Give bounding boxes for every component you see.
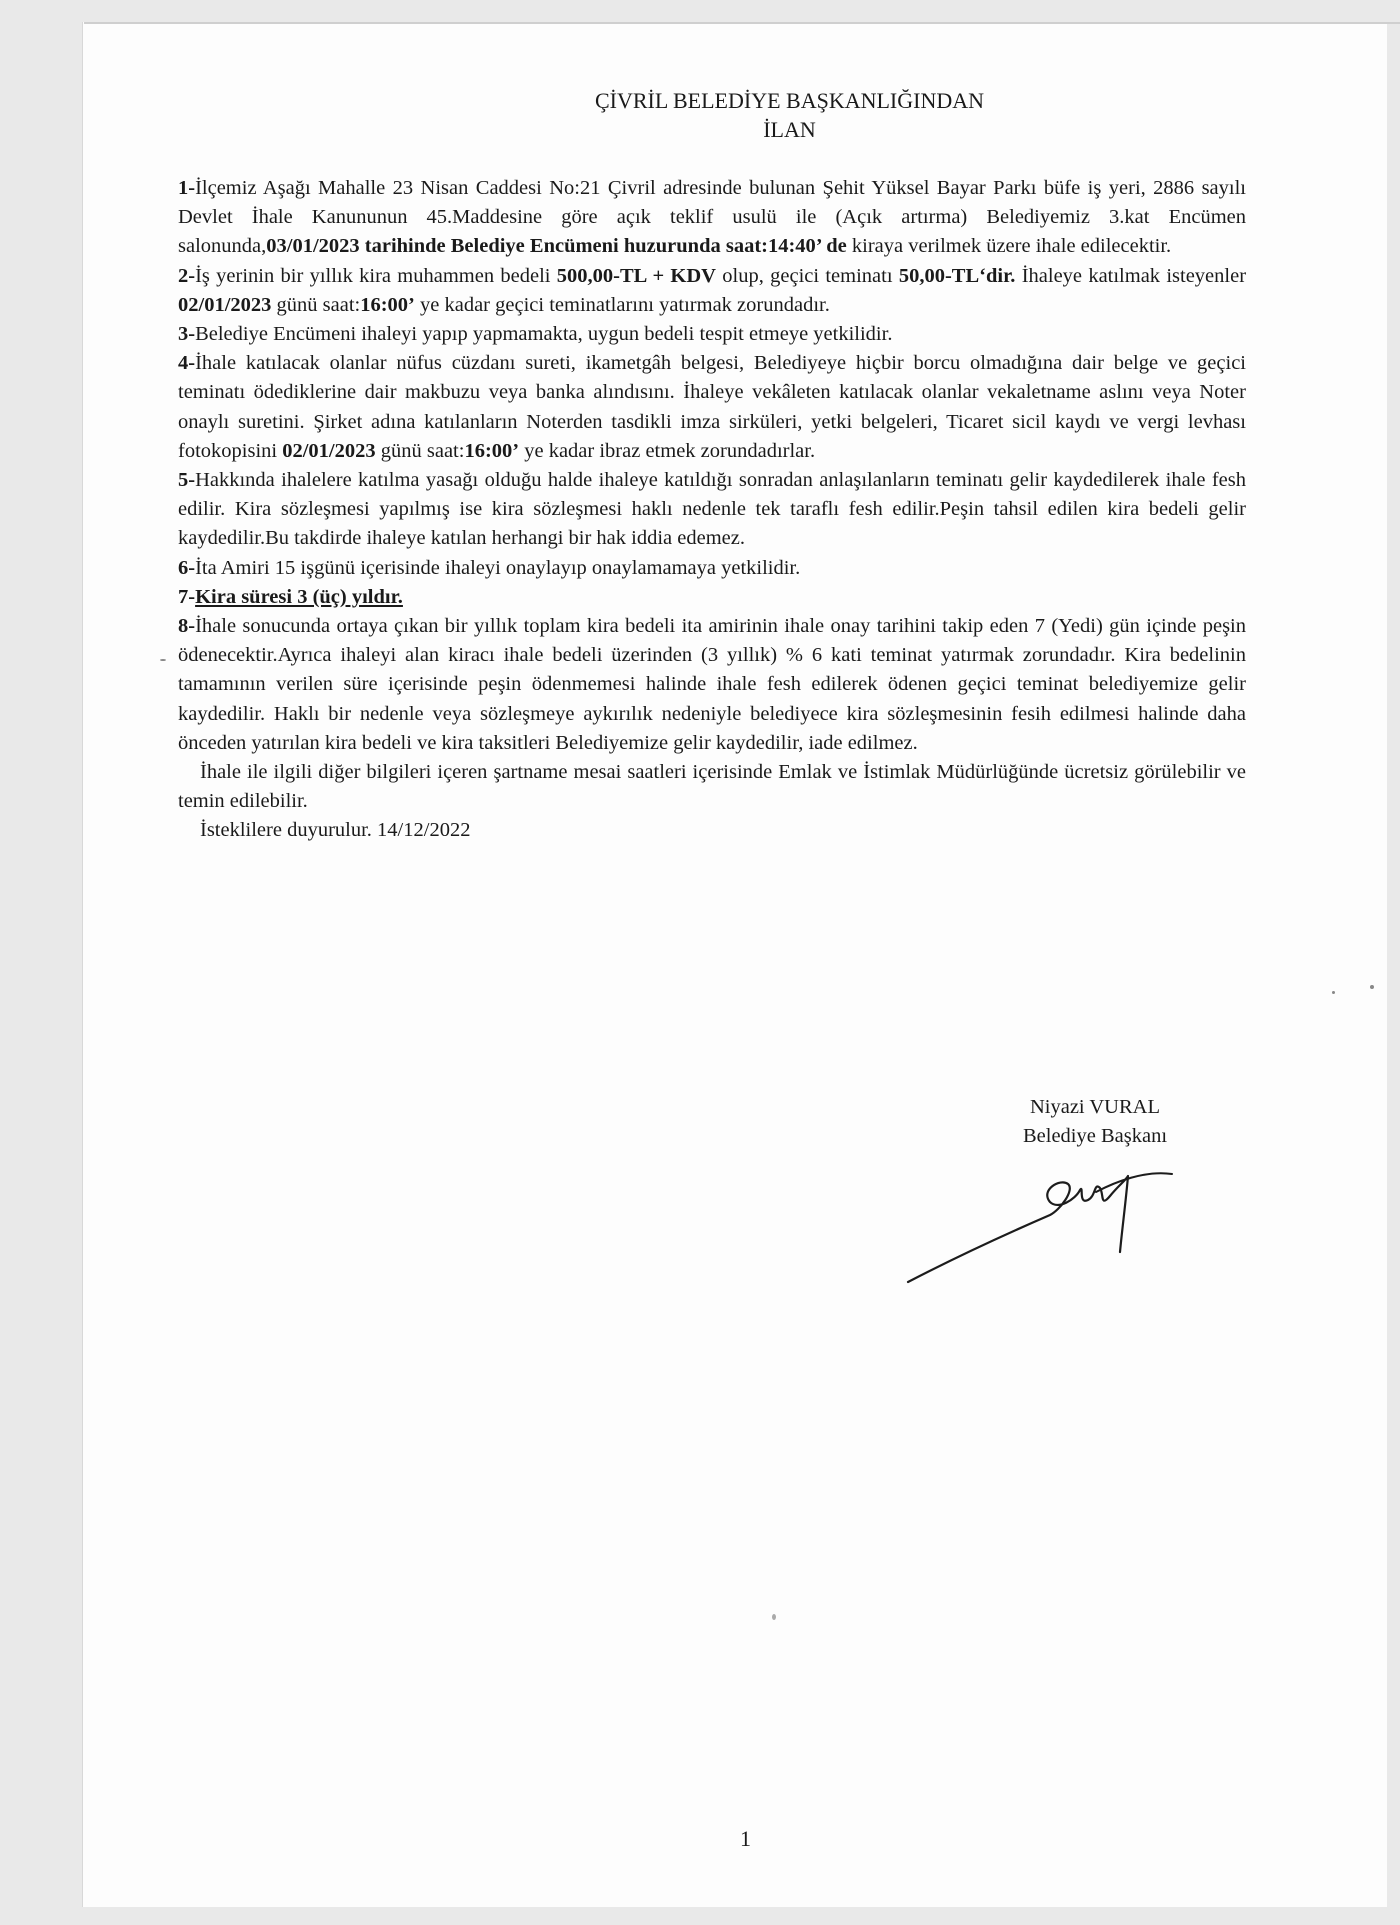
signatory-name: Niyazi VURAL [1029, 1096, 1160, 1118]
clause-number: 6- [178, 556, 196, 579]
scan-speck [1370, 985, 1374, 989]
scan-speck [160, 659, 166, 661]
clause-8: 8-İhale sonucunda ortaya çıkan bir yıllık toplam kira bedeli ita amirinin ihale onay tarihini takip eden 7 (Yedi) gün içinde peşin ödenecektir.Ayrıca ihaleyi alan kiracı ihale bedeli üzerinden (3 yıllık) % 6 kati teminat yatırmak zorundadır. Kira bedelinin tamamının verilen süre içerisinde peşin ödenmemesi halinde ihale fesh edilerek ödenen geçici teminat belediyemize gelir kaydedilir. Haklı bir nedenle veya sözleşmeye aykırılık nedeniyle belediyece kira sözleşmesinin fesih edilmesi halinde daha önceden yatırılan kira bedeli ve kira taksitleri Belediyemize gelir kaydedilir, iade edilmez. [178, 615, 1246, 754]
scan-edge-top [84, 22, 1400, 24]
signature-block [985, 1093, 1205, 1151]
header-subtitle: İLAN [763, 117, 816, 142]
scan-speck [772, 1614, 776, 1620]
clause-number: 2- [178, 264, 196, 287]
clause-number: 7- [178, 585, 196, 608]
announcement-header [82, 86, 1387, 144]
clause-number: 1- [178, 177, 196, 199]
scan-speck [1332, 991, 1335, 994]
handwritten-signature [900, 1160, 1210, 1290]
clause-6: 6-İta Amiri 15 işgünü içerisinde ihaleyi onaylayıp onaylamamaya yetkilidir. [178, 556, 801, 579]
clause-number: 3- [178, 323, 196, 346]
scan-edge-left [82, 22, 83, 1907]
clause-7: 7-Kira süresi 3 (üç) yıldır. [178, 585, 403, 608]
closing-announcement: İsteklilere duyurulur. 14/12/2022 [200, 819, 471, 842]
clause-2: 2-İş yerinin bir yıllık kira muhammen bedeli 500,00-TL + KDV olup, geçici teminatı 50,00-TL‘dir. İhaleye katılmak isteyenler 02/01/2023 günü saat:16:00’ ye kadar geçici teminatlarını yatırmak zorundadır. [178, 264, 1247, 316]
clause-5: 5-Hakkında ihalelere katılma yasağı olduğu halde ihaleye katıldığı sonradan anlaşılanların teminatı gelir kaydedilerek ihale fesh edilir. Kira sözleşmesi yapılmış ise kira sözleşmesi haklı nedenle tek taraflı fesh edilir.Peşin tahsil edilen kira bedeli gelir kaydedilir.Bu takdirde ihaleye katılan herhangi bir hak iddia edemez. [178, 469, 1246, 550]
signatory-title: Belediye Başkanı [1022, 1125, 1168, 1147]
clause-number: 4- [178, 352, 196, 375]
header-title: ÇİVRİL BELEDİYE BAŞKANLIĞINDAN [594, 88, 985, 113]
closing-paragraph: İhale ile ilgili diğer bilgileri içeren şartname mesai saatleri içerisinde Emlak ve İstimlak Müdürlüğünde ücretsiz görülebilir ve temin edilebilir. [178, 761, 1246, 813]
clause-number: 5- [178, 469, 196, 492]
page-number: 1 [740, 1826, 751, 1851]
clause-4: 4-İhale katılacak olanlar nüfus cüzdanı sureti, ikametgâh belgesi, Belediyeye hiçbir borcu olmadığına dair belge ve geçici teminatı ödediklerine dair makbuzu veya banka alındısını. İhaleye vekâleten katılacak olanlar vekaletname aslını veya Noter onaylı suretini. Şirket adına katılanların Noterden tasdikli imza sirküleri, yetki belgeleri, Ticaret sicil kaydı ve vergi levhası fotokopisini 02/01/2023 günü saat:16:00’ ye kadar ibraz etmek zorundadırlar. [178, 352, 1246, 462]
announcement-body [178, 174, 1246, 846]
clause-number: 8- [178, 615, 196, 638]
clause-1: 1-İlçemiz Aşağı Mahalle 23 Nisan Caddesi No:21 Çivril adresinde bulunan Şehit Yüksel Bayar Parkı büfe iş yeri, 2886 sayılı Devlet İhale Kanununun 45.Maddesine göre açık teklif usulü ile (Açık artırma) Belediyemiz 3.kat Encümen salonunda,03/01/2023 tarihinde Belediye Encümeni huzurunda saat:14:40’ de kiraya verilmek üzere ihale edilecektir. [178, 177, 1246, 258]
clause-3: 3-Belediye Encümeni ihaleyi yapıp yapmamakta, uygun bedeli tespit etmeye yetkilidir. [178, 323, 893, 346]
